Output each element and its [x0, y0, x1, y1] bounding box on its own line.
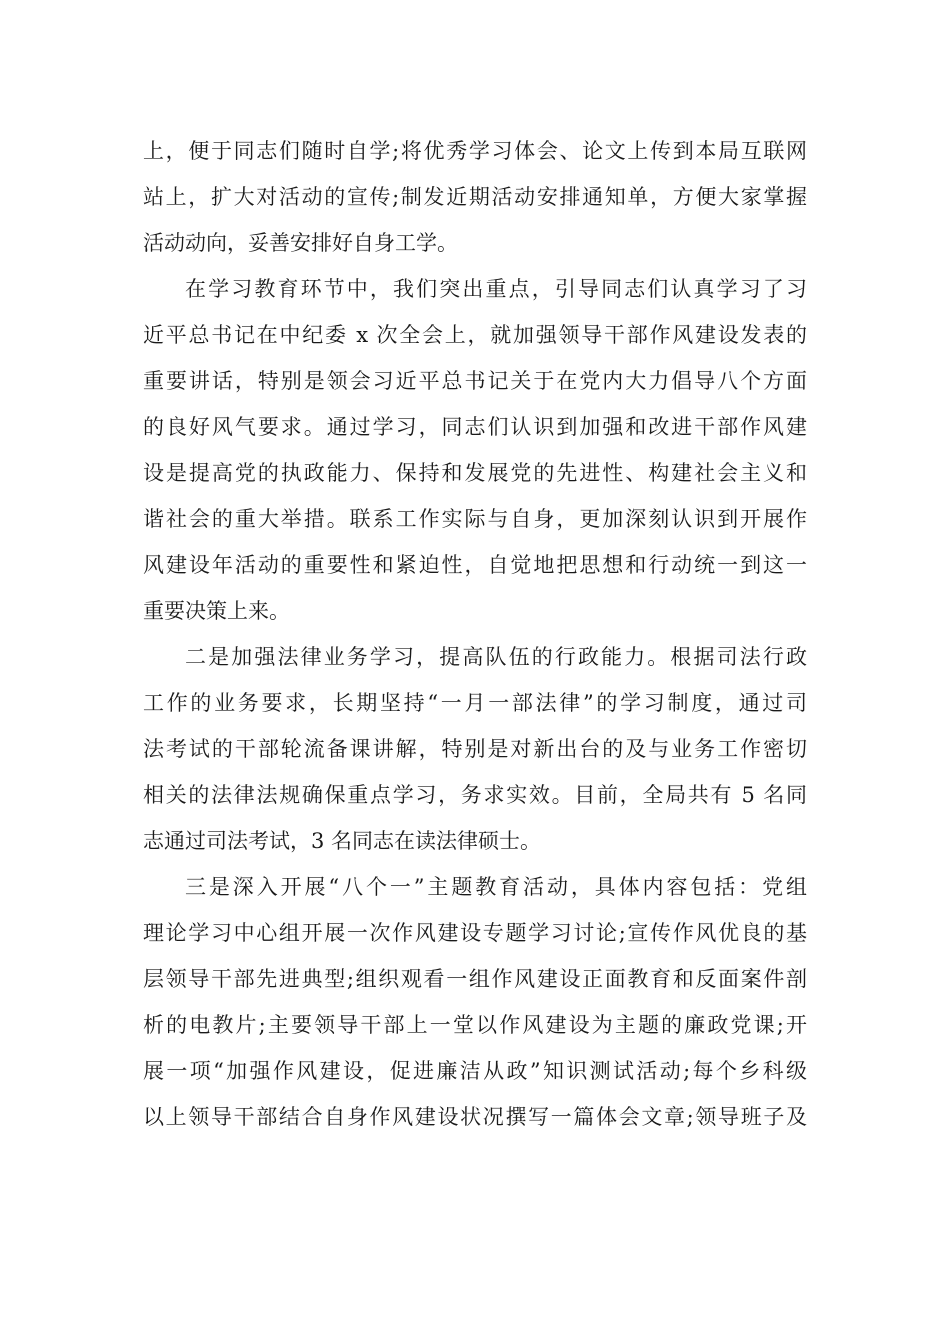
text-line: 在学习教育环节中，我们突出重点，引导同志们认真学习了习	[185, 277, 807, 301]
text-line: 以上领导干部结合自身作风建设状况撰写一篇体会文章;领导班子及	[143, 1105, 807, 1129]
text-line: 三是深入开展“八个一”主题教育活动，具体内容包括：党组	[185, 875, 807, 899]
text-line: 近平总书记在中纪委 x 次全会上，就加强领导干部作风建设发表的	[143, 323, 807, 347]
paragraph-3	[143, 634, 807, 864]
text-line: 站上，扩大对活动的宣传;制发近期活动安排通知单，方便大家掌握	[143, 185, 807, 209]
paragraph-2	[143, 266, 807, 634]
paragraph-4	[143, 864, 807, 1140]
text-line: 设是提高党的执政能力、保持和发展党的先进性、构建社会主义和	[143, 461, 807, 485]
text-line: 志通过司法考试，3 名同志在读法律硕士。	[143, 829, 542, 853]
text-line: 相关的法律法规确保重点学习，务求实效。目前，全局共有 5 名同	[143, 783, 807, 807]
text-line: 二是加强法律业务学习，提高队伍的行政能力。根据司法行政	[185, 645, 807, 669]
text-line: 展一项“加强作风建设，促进廉洁从政”知识测试活动;每个乡科级	[143, 1059, 807, 1083]
text-line: 法考试的干部轮流备课讲解，特别是对新出台的及与业务工作密切	[143, 737, 807, 761]
text-line: 谐社会的重大举措。联系工作实际与自身，更加深刻认识到开展作	[143, 507, 807, 531]
text-line: 的良好风气要求。通过学习，同志们认识到加强和改进干部作风建	[143, 415, 807, 439]
text-line: 析的电教片;主要领导干部上一堂以作风建设为主题的廉政党课;开	[143, 1013, 807, 1037]
document-page	[143, 128, 807, 1140]
text-line: 理论学习中心组开展一次作风建设专题学习讨论;宣传作风优良的基	[143, 921, 807, 945]
text-line: 风建设年活动的重要性和紧迫性，自觉地把思想和行动统一到这一	[143, 553, 807, 577]
text-line: 重要决策上来。	[143, 599, 290, 623]
text-line: 层领导干部先进典型;组织观看一组作风建设正面教育和反面案件剖	[143, 967, 807, 991]
text-line: 活动动向，妥善安排好自身工学。	[143, 231, 458, 255]
text-line: 重要讲话，特别是领会习近平总书记关于在党内大力倡导八个方面	[143, 369, 807, 393]
paragraph-1	[143, 128, 807, 266]
text-line: 上，便于同志们随时自学;将优秀学习体会、论文上传到本局互联网	[143, 139, 807, 163]
text-line: 工作的业务要求，长期坚持“一月一部法律”的学习制度，通过司	[143, 691, 807, 715]
